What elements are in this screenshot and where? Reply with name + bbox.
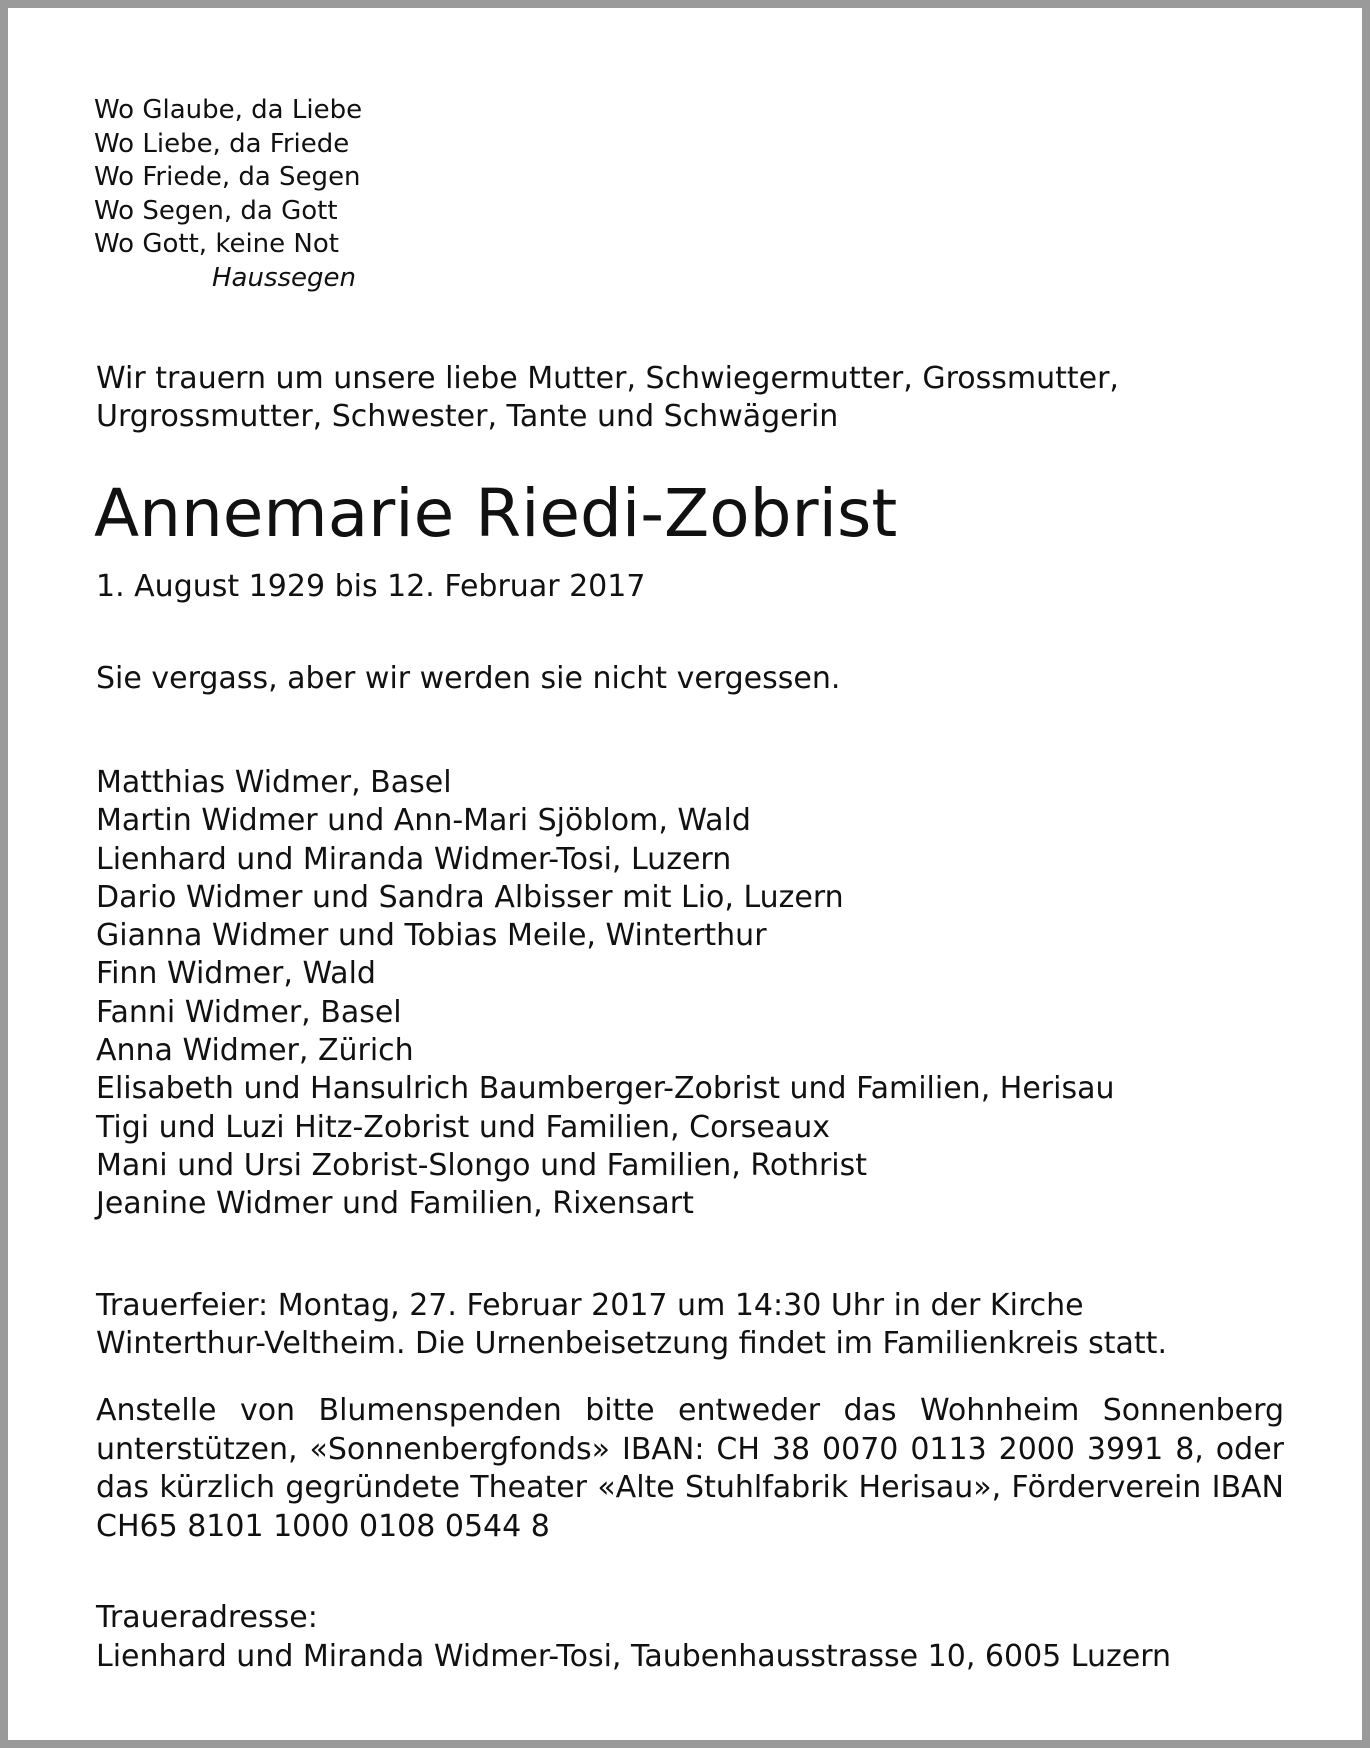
motto-line: Wo Segen, da Gott xyxy=(94,195,338,226)
intro-line: Urgrossmutter, Schwester, Tante und Schwägerin xyxy=(96,399,839,434)
ceremony-info xyxy=(96,1287,1286,1363)
ceremony-line: Winterthur-Veltheim. Die Urnenbeisetzung findet im Familienkreis statt. xyxy=(96,1326,1167,1361)
list-item: Matthias Widmer, Basel xyxy=(96,765,452,800)
motto-line: Wo Glaube, da Liebe xyxy=(94,95,363,125)
mourners-list xyxy=(96,764,1114,1224)
list-item: Lienhard und Miranda Widmer-Tosi, Luzern xyxy=(96,841,732,877)
motto-line: Wo Liebe, da Friede xyxy=(94,128,350,159)
memorial-quote: Sie vergass, aber wir werden sie nicht vergessen. xyxy=(96,661,841,696)
intro-text xyxy=(96,360,1296,436)
list-item: Elisabeth und Hansulrich Baumberger-Zobrist und Familien, Herisau xyxy=(96,1071,1115,1107)
list-item: Gianna Widmer und Tobias Meile, Winterthur xyxy=(96,918,767,954)
address-value: Lienhard und Miranda Widmer-Tosi, Taubenhausstrasse 10, 6005 Luzern xyxy=(96,1638,1172,1674)
motto-block xyxy=(94,94,362,295)
list-item: Dario Widmer und Sandra Albisser mit Lio, Luzern xyxy=(96,879,844,915)
list-item: Mani und Ursi Zobrist-Slongo und Familien, Rothrist xyxy=(96,1147,868,1183)
life-dates: 1. August 1929 bis 12. Februar 2017 xyxy=(96,569,646,604)
intro-line: Wir trauern um unsere liebe Mutter, Schwiegermutter, Grossmutter, xyxy=(96,361,1119,396)
motto-attribution: Haussegen xyxy=(212,262,357,293)
list-item: Anna Widmer, Zürich xyxy=(96,1033,414,1069)
mourning-address xyxy=(96,1599,1171,1676)
motto-line: Wo Friede, da Segen xyxy=(94,162,361,192)
list-item: Martin Widmer und Ann-Mari Sjöblom, Wald xyxy=(96,803,751,839)
ceremony-line: Trauerfeier: Montag, 27. Februar 2017 um 14:30 Uhr in der Kirche xyxy=(96,1288,1084,1323)
list-item: Tigi und Luzi Hitz-Zobrist und Familien, Corseaux xyxy=(96,1109,830,1145)
motto-line: Wo Gott, keine Not xyxy=(94,229,339,259)
address-label: Traueradresse: xyxy=(96,1600,318,1635)
deceased-name: Annemarie Riedi-Zobrist xyxy=(94,475,898,552)
donations-info: Anstelle von Blumenspenden bitte entweder das Wohnheim Sonnenberg unterstützen, «Sonnenbergfonds» IBAN: CH 38 0070 0113 2000 3991 8, oder das kürzlich gegründete Theater «Alte Stuhlfabrik Herisau», Förderverein IBAN CH65 8101 1000 0108 0544 8 xyxy=(96,1393,1284,1544)
list-item: Jeanine Widmer und Familien, Rixensart xyxy=(96,1186,694,1222)
obituary-page xyxy=(8,8,1362,1740)
list-item: Finn Widmer, Wald xyxy=(96,956,376,992)
list-item: Fanni Widmer, Basel xyxy=(96,994,402,1030)
